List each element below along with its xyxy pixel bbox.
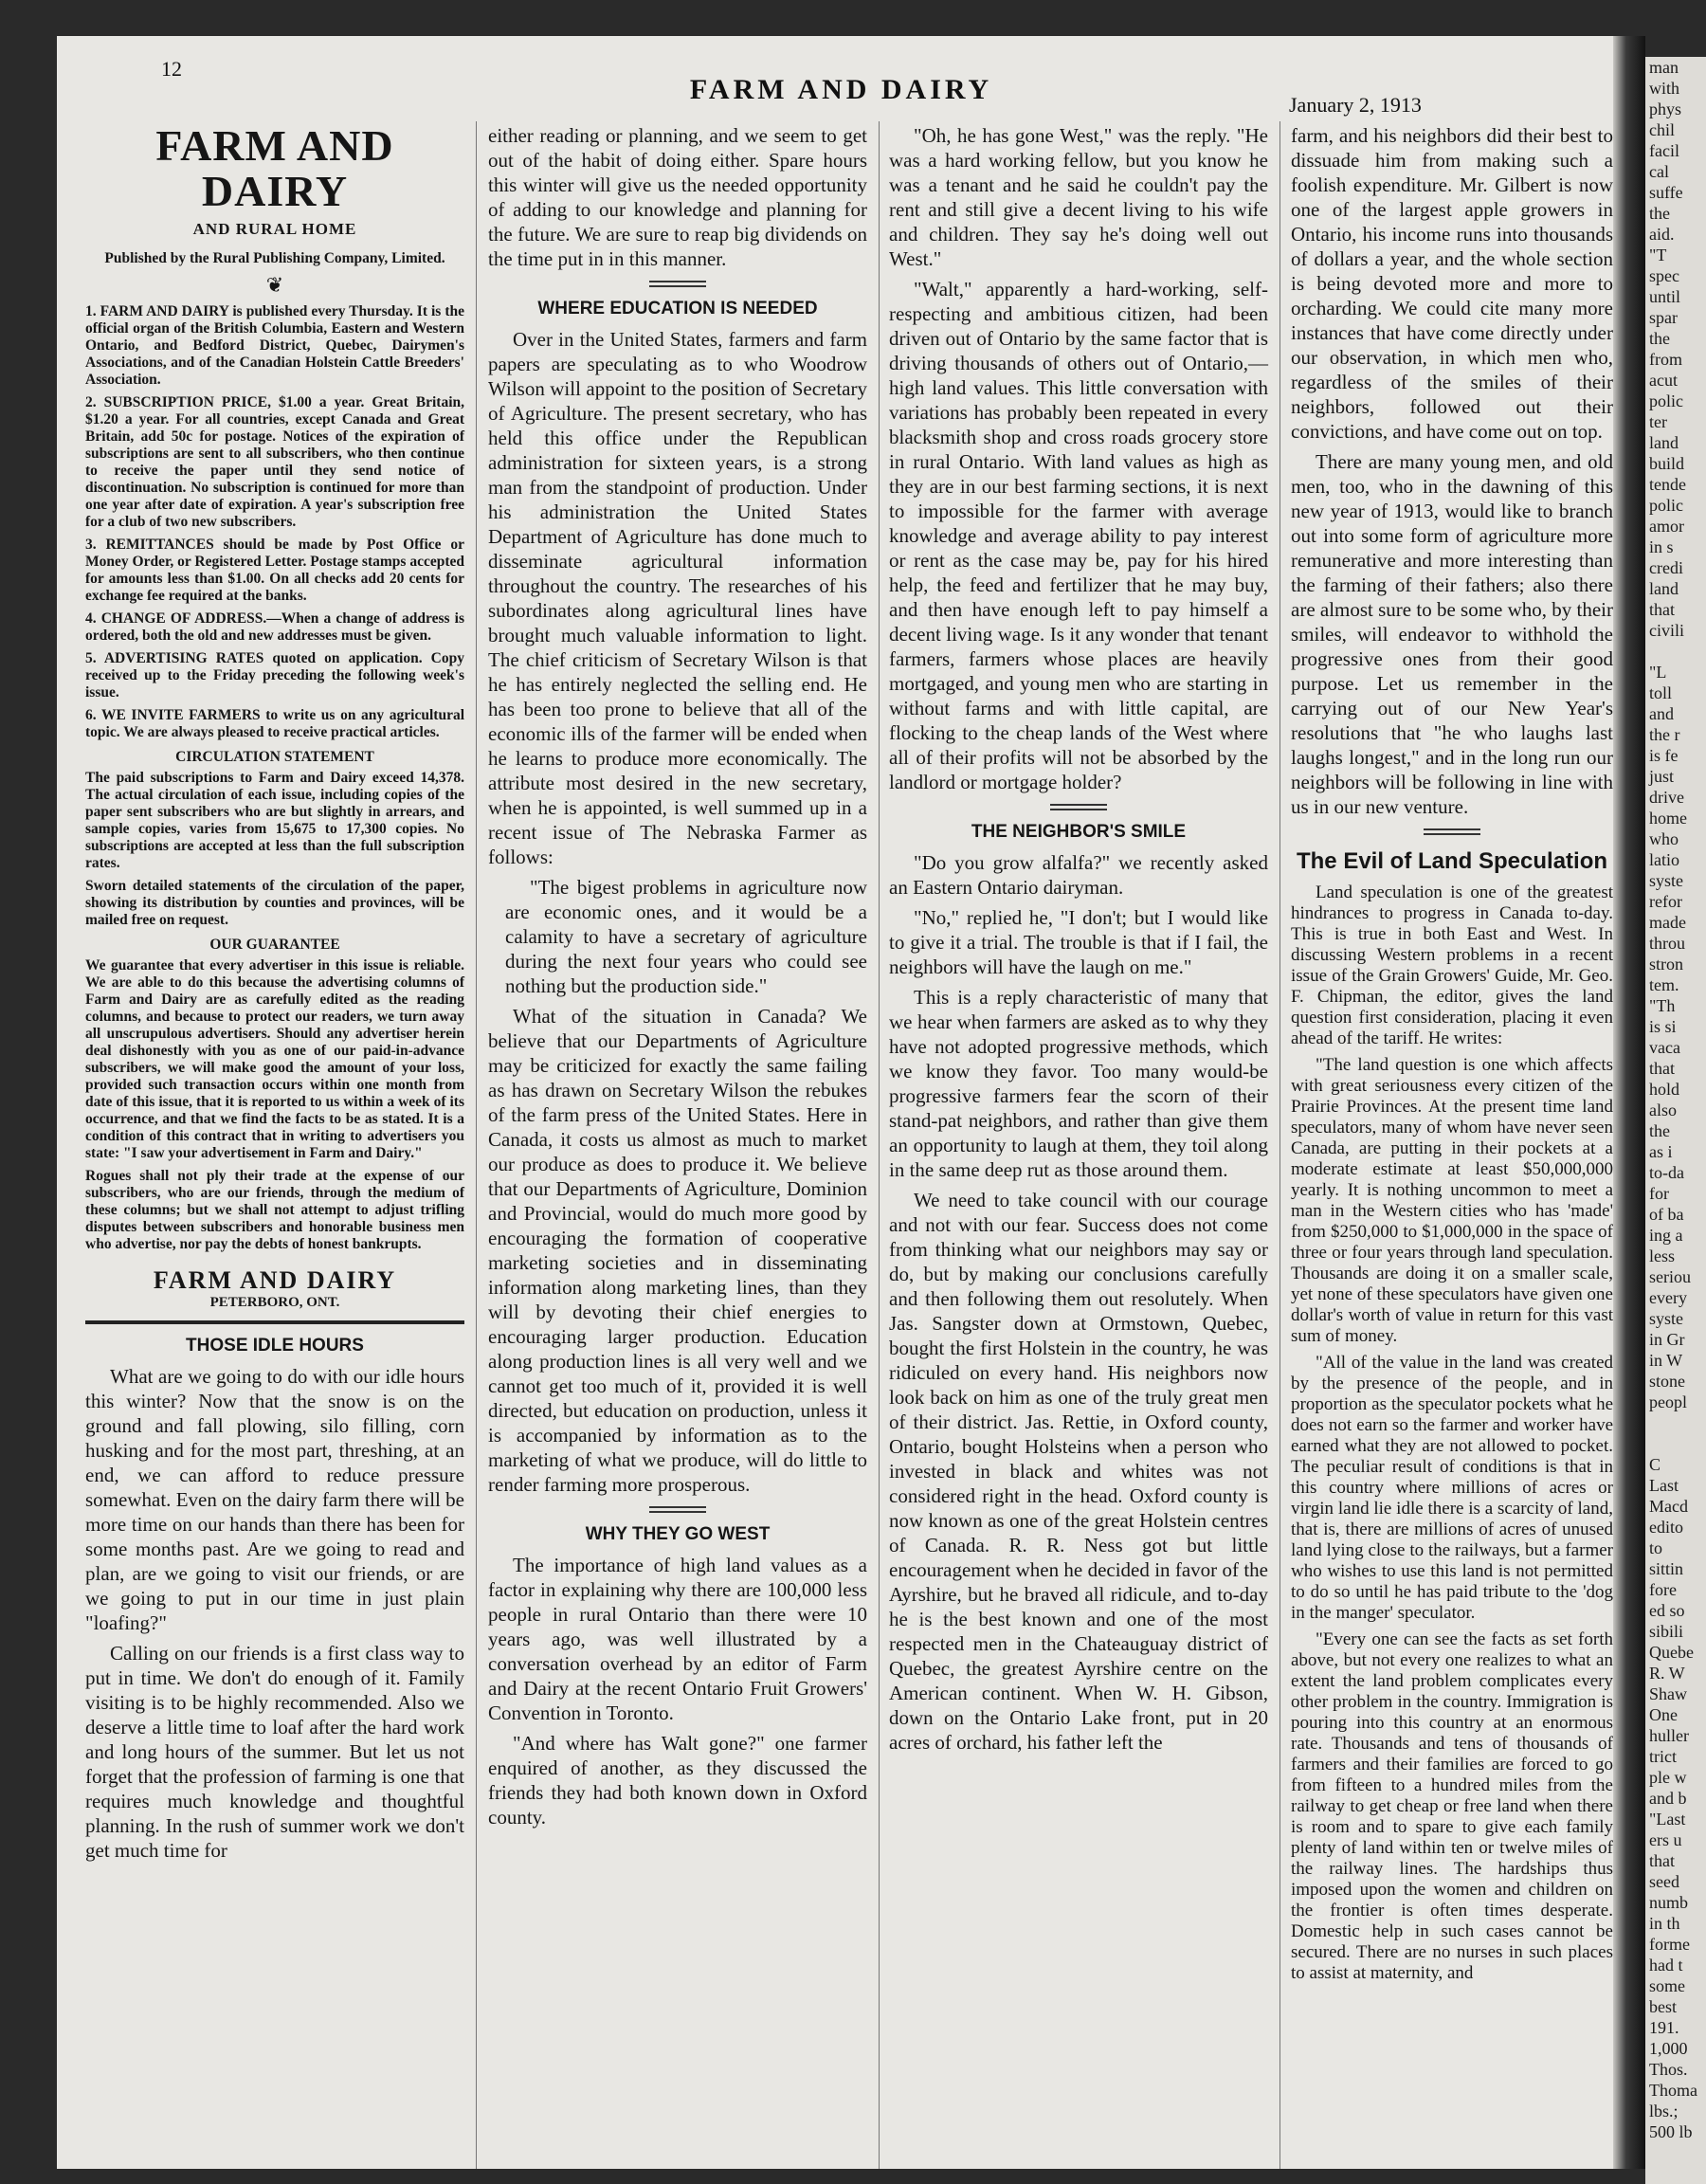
- next-page-line: One: [1649, 1705, 1678, 1724]
- next-page-line: and: [1649, 704, 1674, 723]
- next-page-line: stone: [1649, 1372, 1685, 1391]
- article-paragraph: This is a reply characteristic of many that we hear when farmers are asked as to why they have not adopted progressive methods, which we know they favor. Too many would-be progressive farmers fear the scorn of their stand-pat neighbors, and rather than give them an opportunity to laugh at them, they toil along in the same deep rut as those around them.: [889, 986, 1268, 1181]
- next-page-line: seriou: [1649, 1267, 1691, 1286]
- next-page-line: "Last: [1649, 1810, 1686, 1829]
- article-paragraph: The importance of high land values as a factor in explaining why there are 100,000 less people in rural Ontario than there were 10 years ago, was well illustrated by a conversation overhead by an editor of Farm and Dairy at the recent Ontario Fruit Growers' Convention in Toronto.: [488, 1554, 867, 1724]
- publication-title: FARM AND DAIRY: [155, 121, 394, 215]
- article-quote: "The bigest problems in agriculture now are economic ones, and it would be a calamity to have a secretary of agriculture during the next four years who could see nothing but the production side.": [505, 876, 867, 997]
- next-page-line: [1645, 1433, 1706, 1454]
- column-3: [889, 123, 1268, 1760]
- next-page-line: sibili: [1649, 1622, 1684, 1641]
- next-page-line: that: [1649, 1059, 1675, 1078]
- next-page-line: as i: [1649, 1142, 1673, 1161]
- next-page-line: Macd: [1649, 1497, 1688, 1516]
- divider: [1424, 828, 1480, 835]
- running-masthead: FARM AND DAIRY: [689, 74, 993, 105]
- next-page-line: amor: [1649, 517, 1684, 536]
- article-paragraph: either reading or planning, and we seem to get out of the habit of doing either. Spare hours this winter will give us the needed opportunity of adding to our knowledge and planning for the future. We are sure to reap big dividends on the time put in in this manner.: [488, 124, 867, 270]
- article-heading: The Evil of Land Speculation: [1296, 848, 1608, 874]
- next-page-line: 1,000: [1649, 2039, 1688, 2058]
- next-page-line: seed: [1649, 1872, 1679, 1891]
- next-page-line: Shaw: [1649, 1684, 1687, 1703]
- next-page-line: ter: [1649, 412, 1667, 431]
- next-page-line: throu: [1649, 934, 1685, 953]
- next-page-line: Thos.: [1649, 2060, 1688, 2079]
- next-page-line: is si: [1649, 1017, 1677, 1036]
- next-page-line: the: [1649, 1121, 1670, 1140]
- next-page-line: in s: [1649, 537, 1674, 556]
- ornament-icon: ❦: [265, 273, 284, 297]
- article-paragraph: "Every one can see the facts as set forth above, but not every one realizes to what an extent the land problem complicates every other problem in the country. Immigration is pouring into this country at an enormous rate. Thousands and tens of thousands of farmers and their families are forced to go from fifteen to a hundred miles from the railway to get cheap or free land when there is room and to spare to give each family plenty of land within ten or twelve miles of the railway lines. The hardships thus imposed upon the women and children on the frontier is often times desperate. Domestic help in such cases cannot be secured. There are no nurses in such places to assist at maternity, and: [1291, 1629, 1613, 1983]
- next-page-line: facil: [1649, 141, 1679, 160]
- next-page-line: ing a: [1649, 1226, 1683, 1245]
- notice-item-1: 1. FARM AND DAIRY is published every Thursday. It is the official organ of the British Columbia, Eastern and Western Ontario, and Bedford District, Quebec, Dairymen's Associations, and of the Canadian Holstein Cattle Breeders' Association.: [85, 303, 464, 388]
- article-heading: WHY THEY GO WEST: [585, 1524, 771, 1544]
- newspaper-page: [57, 36, 1625, 2169]
- next-page-line: for: [1649, 1184, 1669, 1203]
- article-paragraph: Over in the United States, farmers and farm papers are speculating as to who Woodrow Wilson will appoint to the position of Secretary of Agriculture. The present secretary, who has held this office under the Republican administration for sixteen years, is a strong man from the standpoint of production. Under his administration the United States Department of Agriculture has done much to disseminate agricultural information throughout the country. The researches of his subordinates along agricultural lines have brought much valuable information to light. The chief criticism of Secretary Wilson is that he has entirely neglected the selling end. He has been too prone to believe that all of the economic ills of the farmer will be ended when he learns to produce more economically. The attribute most desired in the new secretary, when he is appointed, is well summed up in a recent issue of The Nebraska Farmer as follows:: [488, 328, 867, 868]
- next-page-line: until: [1649, 287, 1681, 306]
- next-page-line: drive: [1649, 788, 1684, 807]
- guarantee-paragraph: Rogues shall not ply their trade at the expense of our subscribers, who are our friends, through the medium of these columns; but we shall not attempt to adjust trifling disputes between subscribers and honorable business men who advertise, nor pay the debts of honest bankrupts.: [85, 1168, 464, 1252]
- page-number: 12: [161, 57, 182, 81]
- article-heading: THE NEIGHBOR'S SMILE: [971, 822, 1187, 842]
- next-page-line: tem.: [1649, 975, 1679, 994]
- article-paragraph: "No," replied he, "I don't; but I would like to give it a trial. The trouble is that if I fail, the neighbors will have the laugh on me.": [889, 906, 1268, 978]
- next-page-line: that: [1649, 1851, 1675, 1870]
- article-paragraph: We need to take council with our courage and not with our fear. Success does not come from thinking what our neighbors may say or do, but by making our conclusions carefully and then following them out resolutely. When Jas. Sangster down at Ormstown, Quebec, bought the first Holstein in the country, he was ridiculed on every hand. His neighbors now look back on him as one of the truly great men of their district. Jas. Rettie, in Oxford county, Ontario, bought Holsteins when a person who invested in black and whites was not considered right in the head. Oxford county is now known as one of the great Holstein centres of Canada. R. R. Ness got but little encouragement when he decided in favor of the Ayrshire, but he braved all ridicule, and to-day he is the best known and one of the most respected men in the Chateauguay district of Quebec, the greatest Ayrshire centre on the American continent. When W. H. Gibson, down on the Ontario Lake front, put in 20 acres of orchard, his father left the: [889, 1189, 1268, 1754]
- next-page-line: stron: [1649, 955, 1683, 974]
- next-page-line: C: [1649, 1455, 1661, 1474]
- next-page-line: less: [1649, 1247, 1675, 1265]
- notice-item-4: 4. CHANGE OF ADDRESS.—When a change of address is ordered, both the old and new addresses must be given.: [85, 610, 464, 644]
- next-page-line: every: [1649, 1288, 1687, 1307]
- guarantee-heading: OUR GUARANTEE: [209, 937, 340, 953]
- next-page-line: acut: [1649, 371, 1678, 390]
- next-page-line: refor: [1649, 892, 1682, 911]
- next-page-line: and b: [1649, 1789, 1687, 1808]
- article-paragraph: "All of the value in the land was created by the presence of the people, and in proportion as the speculator pockets what he does not earn so the farmer and worker have earned what they are not allowed to pocket. The peculiar result of conditions is that in this country where millions of acres or virgin land lie idle there is a scarcity of land, that is, there are millions of acres of unused land lying close to the railways, but a farmer who wishes to use this land is not permitted to do so until he has paid tribute to the 'dog in the manger' speculator.: [1291, 1353, 1613, 1623]
- next-page-line: "T: [1649, 246, 1667, 264]
- next-page-line: land: [1649, 579, 1679, 598]
- page-gutter: [1613, 36, 1645, 2169]
- next-page-line: suffe: [1649, 183, 1683, 202]
- next-page-line: credi: [1649, 558, 1683, 577]
- next-page-line: 191.: [1649, 2018, 1679, 2037]
- next-page-line: edito: [1649, 1518, 1683, 1537]
- divider: [649, 1506, 706, 1513]
- divider: [1050, 804, 1107, 810]
- next-page-line: in W: [1649, 1351, 1683, 1370]
- next-page-line: latio: [1649, 850, 1679, 869]
- next-page-line: to: [1649, 1538, 1663, 1557]
- column-1: [85, 110, 464, 1868]
- next-page-line: Quebe: [1649, 1643, 1694, 1662]
- article-heading: WHERE EDUCATION IS NEEDED: [537, 299, 818, 318]
- issue-date: January 2, 1913: [1289, 93, 1422, 117]
- next-page-line: ed so: [1649, 1601, 1685, 1620]
- next-page-line: 500 lb: [1649, 2122, 1693, 2141]
- next-page-line: numb: [1649, 1893, 1689, 1912]
- next-page-line: peopl: [1649, 1392, 1687, 1411]
- next-page-line: ple w: [1649, 1768, 1687, 1787]
- circulation-paragraph: Sworn detailed statements of the circulation of the paper, showing its distribution by counties and provinces, will be mailed free on request.: [85, 878, 464, 928]
- circulation-paragraph: The paid subscriptions to Farm and Dairy exceed 14,378. The actual circulation of each issue, including copies of the paper sent subscribers who are but slightly in arrears, and sample copies, varies from 15,675 to 17,300 copies. No subscriptions are accepted at less than the full subscription rates.: [85, 770, 464, 871]
- next-page-line: cal: [1649, 162, 1669, 181]
- next-page-line: tende: [1649, 475, 1686, 494]
- next-page-line: also: [1649, 1101, 1677, 1119]
- next-page-line: huller: [1649, 1726, 1689, 1745]
- next-page-line: syste: [1649, 1309, 1683, 1328]
- column-rule: [879, 121, 880, 2169]
- next-page-line: phys: [1649, 100, 1682, 118]
- next-page-line: hold: [1649, 1080, 1680, 1099]
- next-page-line: fore: [1649, 1580, 1677, 1599]
- page-header: [57, 36, 1625, 117]
- next-page-line: with: [1649, 79, 1680, 98]
- next-page-line: land: [1649, 433, 1679, 452]
- next-page-line: home: [1649, 809, 1687, 828]
- next-page-line: is fe: [1649, 746, 1679, 765]
- publisher-line: Published by the Rural Publishing Company, Limited.: [104, 250, 445, 266]
- next-page-line: some: [1649, 1976, 1685, 1995]
- next-page-line: [1645, 1412, 1706, 1433]
- divider: [649, 281, 706, 287]
- publication-subtitle: AND RURAL HOME: [192, 220, 357, 238]
- article-paragraph: "Walt," apparently a hard-working, self-respecting and ambitious citizen, had been driven out of Ontario by the same factor that is driving thousands of others out of Ontario,—high land values. This little conversation with variations has probably been repeated in every blacksmith shop and cross roads grocery store in rural Ontario. With land values as high as they are in our best farming sections, it is next to impossible for the farmer with average knowledge and average ability to pay interest or rent as the case may be, pay for his hired help, the feed and fertilizer that he may buy, and then have enough left to pay himself a decent living wage. Is it any wonder that tenant farmers, farmers whose places are heavily mortgaged, and young men who are starting in without farms and with little capital, are flocking to the cheap lands of the West where all of their profits will not be absorbed by the landlord or mortgage holder?: [889, 278, 1268, 793]
- article-paragraph: "Oh, he has gone West," was the reply. "He was a hard working fellow, but you know he was a tenant and he said he couldn't pay the rent and still give a decent living to his wife and children. They say he's doing well out West.": [889, 124, 1268, 270]
- article-paragraph: "The land question is one which affects with great seriousness every citizen of the Prairie Provinces. At the present time land speculators, many of whom have never seen Canada, are putting in their pockets at a moderate estimate at least $50,000,000 yearly. It is nothing uncommon to meet a man in the Western cities who has 'made' from $250,000 to $1,000,000 in the space of three or four years through land speculation. Thousands are doing it on a smaller scale, yet none of these speculators have given one dollar's worth of value in return for this vast sum of money.: [1291, 1055, 1613, 1346]
- next-page-line: spec: [1649, 266, 1679, 285]
- next-page-fragment: [1645, 57, 1706, 2184]
- column-4: [1291, 123, 1613, 1990]
- next-page-line: build: [1649, 454, 1685, 473]
- next-page-line: [1645, 641, 1706, 662]
- article-paragraph: farm, and his neighbors did their best to dissuade him from making such a foolish expenditure. Mr. Gilbert is now one of the largest apple growers in Ontario, his income runs into thousands of dollars a year, and the whole section is being devoted more and more to orcharding. We could cite many more instances that have come directly under our observation, in which men who, regardless of the smiles of their neighbors, followed out their convictions, and have come out on top.: [1291, 124, 1613, 443]
- notice-item-2: 2. SUBSCRIPTION PRICE, $1.00 a year. Great Britain, $1.20 a year. For all countries, except Canada and Great Britain, add 50c for postage. Notices of the expiration of subscriptions are sent to all subscribers, who then continue to receive the paper until they send notice of discontinuation. No subscription is continued for more than one year after date of expiration. A year's subscription free for a club of two new subscribers.: [85, 394, 464, 530]
- next-page-line: Last: [1649, 1476, 1679, 1495]
- next-page-line: aid.: [1649, 225, 1675, 244]
- divider: [85, 1320, 464, 1324]
- next-page-line: ers u: [1649, 1830, 1682, 1849]
- next-page-line: sittin: [1649, 1559, 1684, 1578]
- next-page-line: "Th: [1649, 996, 1676, 1015]
- article-paragraph: There are many young men, and old men, too, who in the dawning of this new year of 1913, would like to branch out into some form of agriculture more remunerative and more interesting than the farming of their fathers; also there are almost sure to be some who, by their smiles, will endeavor to withhold the progressive ones from their good purpose. Let us remember in the carrying out of our New Year's resolutions that "he who laughs last laughs longest," and in the long run our neighbors will be following in line with us in our new venture.: [1291, 450, 1613, 818]
- article-paragraph: Land speculation is one of the greatest hindrances to progress in Canada to-day. This is true in both East and West. In discussing Western problems in a recent issue of the Grain Growers' Guide, Mr. Geo. F. Chipman, the editor, gives the land question first consideration, placing it even ahead of the tariff. He writes:: [1291, 883, 1613, 1048]
- next-page-line: polic: [1649, 391, 1683, 410]
- next-page-line: civili: [1649, 621, 1684, 640]
- footer-title: FARM AND DAIRY: [153, 1266, 397, 1294]
- next-page-line: man: [1649, 58, 1679, 77]
- next-page-line: syste: [1649, 871, 1683, 890]
- article-paragraph: "Do you grow alfalfa?" we recently asked an Eastern Ontario dairyman.: [889, 851, 1268, 899]
- next-page-line: the r: [1649, 725, 1680, 744]
- next-page-line: just: [1649, 767, 1675, 786]
- next-page-line: to-da: [1649, 1163, 1684, 1182]
- next-page-line: Thoma: [1649, 2081, 1697, 2100]
- next-page-line: from: [1649, 350, 1682, 369]
- next-page-line: lbs.;: [1649, 2102, 1679, 2120]
- guarantee-paragraph: We guarantee that every advertiser in this issue is reliable. We are able to do this because the advertising columns of Farm and Dairy are as carefully edited as the reading columns, and because to protect our readers, we turn away all unscrupulous advertisers. Should any advertiser herein deal dishonestly with you as one of our paid-in-advance subscribers, we will make good the amount of your loss, provided such transaction occurs within one month from date of this issue, that it is reported to us within a week of its occurrence, and that we find the facts to be as stated. It is a condition of this contract that in writing to advertisers you state: "I saw your advertisement in Farm and Dairy.": [85, 957, 464, 1161]
- next-page-line: the: [1649, 329, 1670, 348]
- next-page-line: forme: [1649, 1935, 1690, 1954]
- next-page-line: polic: [1649, 496, 1683, 515]
- next-page-line: trict: [1649, 1747, 1677, 1766]
- notice-item-5: 5. ADVERTISING RATES quoted on application. Copy received up to the Friday preceding the following week's issue.: [85, 650, 464, 701]
- next-page-line: in th: [1649, 1914, 1680, 1933]
- next-page-line: spar: [1649, 308, 1678, 327]
- article-paragraph: What of the situation in Canada? We believe that our Departments of Agriculture may be criticized for exactly the same failing as has drawn on Secretary Wilson the rebukes of the farm press of the United States. Here in Canada, it costs us almost as much to market our produce as does to produce it. We believe that our Departments of Agriculture, Dominion and Provincial, would do much more good by encouraging the formation of cooperative marketing societies and in disseminating information along marketing lines, than they will by devoting their chief energies to encouraging larger production. Education along production lines is all very well and we cannot get too much of it, provided it is well directed, but education on production, unless it is accompanied by information as to the marketing of what we produce, will do little to render farming more prosperous.: [488, 1005, 867, 1496]
- next-page-line: made: [1649, 913, 1686, 932]
- next-page-line: that: [1649, 600, 1675, 619]
- article-paragraph: Calling on our friends is a first class way to put in time. We don't do enough of it. Family visiting is to be highly recommended. Also we deserve a little time to loaf after the hard work and long hours of the summer. But let us not forget that the profession of farming is one that requires much knowledge and thoughtful planning. In the rush of summer work we don't get much time for: [85, 1642, 464, 1862]
- next-page-line: R. W: [1649, 1664, 1685, 1683]
- footer-city: PETERBORO, ONT.: [209, 1295, 340, 1310]
- next-page-line: best: [1649, 1997, 1677, 2016]
- next-page-line: in Gr: [1649, 1330, 1685, 1349]
- article-paragraph: "And where has Walt gone?" one farmer enquired of another, as they discussed the friends they had both known down in Oxford county.: [488, 1732, 867, 1829]
- column-rule: [476, 121, 477, 2169]
- article-paragraph: What are we going to do with our idle hours this winter? Now that the snow is on the ground and fall plowing, silo filling, corn husking and for the most part, threshing, at an end, we can afford to reduce pressure somewhat. Even on the dairy farm there will be more time on our hands than there has been for some months past. Are we going to read and plan, are we going to visit our friends, or are we going to put in our time in just plain "loafing?": [85, 1365, 464, 1634]
- next-page-line: toll: [1649, 683, 1673, 702]
- next-page-line: "L: [1649, 663, 1667, 682]
- notice-item-3: 3. REMITTANCES should be made by Post Office or Money Order, or Registered Letter. Postage stamps accepted for amounts less than $1.00. On all checks add 20 cents for exchange fee required at the banks.: [85, 537, 464, 604]
- next-page-line: of ba: [1649, 1205, 1684, 1224]
- circulation-heading: CIRCULATION STATEMENT: [175, 749, 374, 765]
- next-page-line: vaca: [1649, 1038, 1680, 1057]
- article-heading: THOSE IDLE HOURS: [186, 1336, 364, 1356]
- next-page-line: chil: [1649, 120, 1675, 139]
- next-page-line: who: [1649, 829, 1679, 848]
- column-2: [488, 123, 867, 1835]
- next-page-line: the: [1649, 204, 1670, 223]
- notice-item-6: 6. WE INVITE FARMERS to write us on any agricultural topic. We are always pleased to receive practical articles.: [85, 707, 464, 740]
- next-page-line: had t: [1649, 1956, 1683, 1975]
